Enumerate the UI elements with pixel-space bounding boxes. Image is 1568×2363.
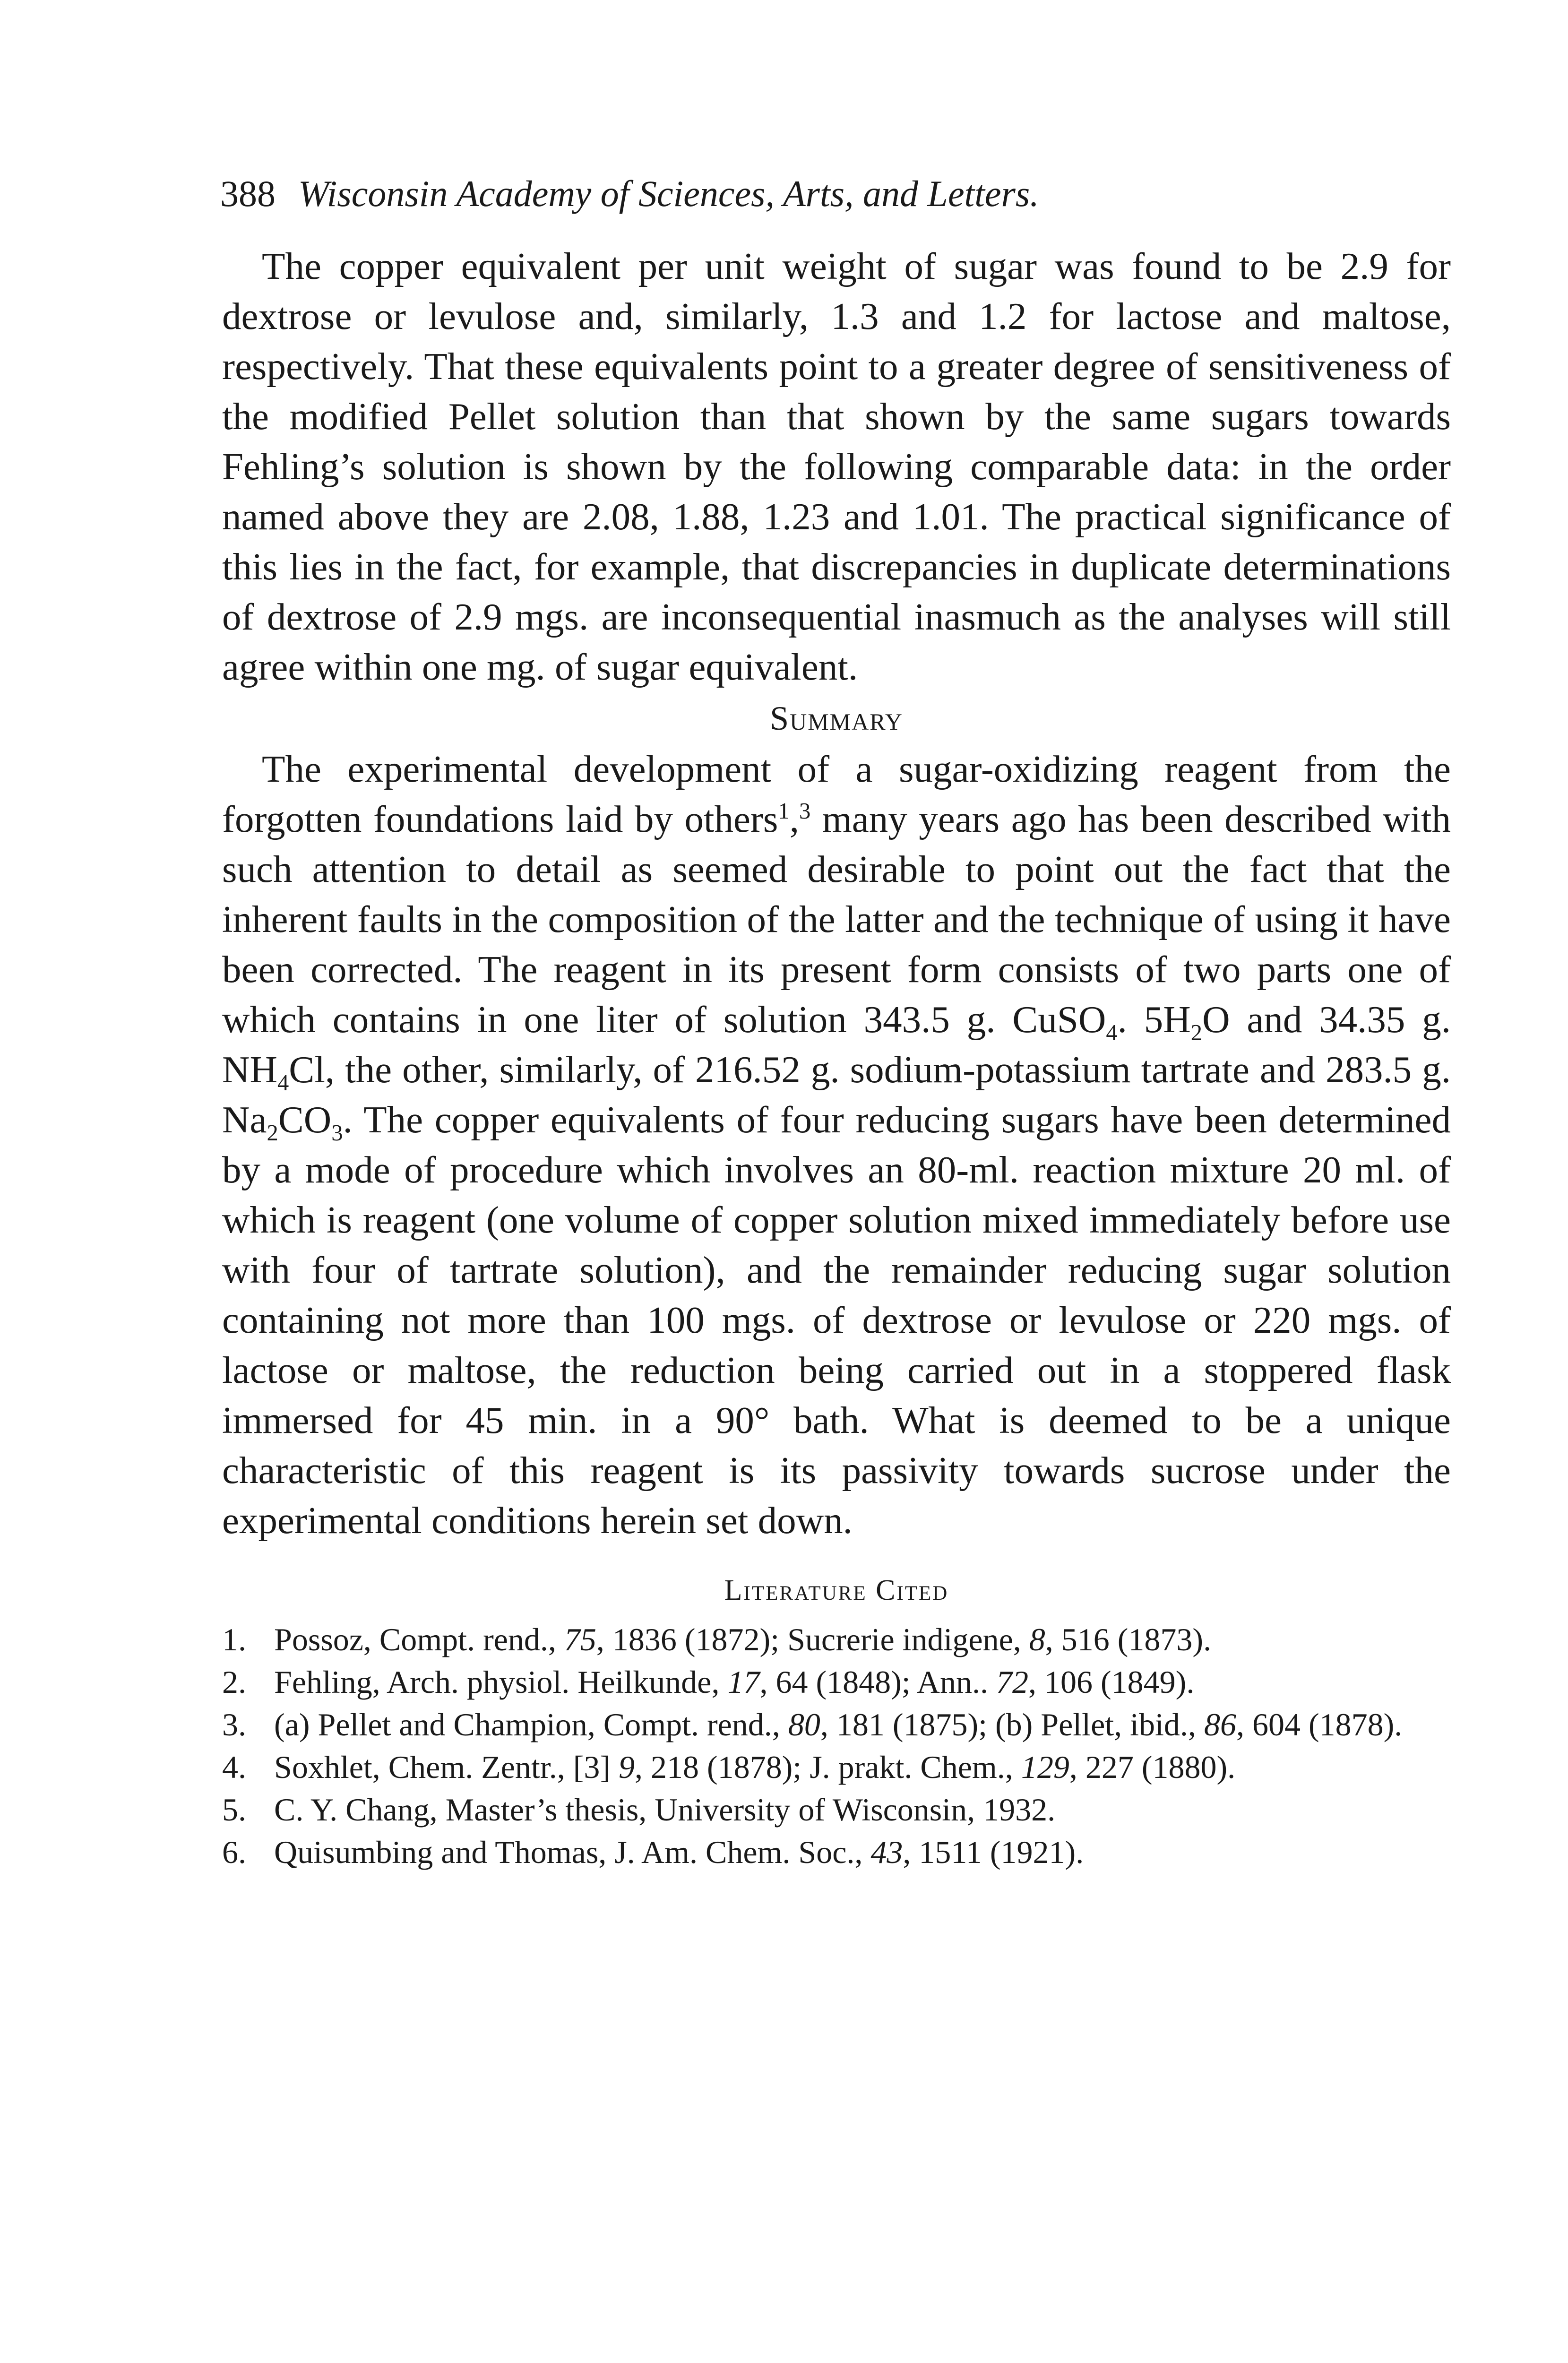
reference-text xyxy=(274,1831,1451,1873)
summary-text: Cl, the other, similarly, of 216.52 g. sodium-potassium tartrate and 283.5 g. Na xyxy=(222,1048,1451,1141)
reference-item xyxy=(222,1661,1451,1703)
reference-part: , 227 (1880). xyxy=(1069,1749,1236,1785)
reference-volume: 86 xyxy=(1204,1707,1236,1742)
reference-part: , 106 (1849). xyxy=(1028,1664,1195,1700)
reference-item xyxy=(222,1703,1451,1746)
reference-part: , 604 (1878). xyxy=(1236,1707,1403,1742)
reference-part: (a) Pellet and Champion, Compt. rend., xyxy=(274,1707,788,1742)
reference-part: Quisumbing and Thomas, J. Am. Chem. Soc., xyxy=(274,1834,871,1870)
reference-volume: 80 xyxy=(788,1707,820,1742)
reference-part: Fehling, Arch. physiol. Heilkunde, xyxy=(274,1664,728,1700)
reference-part: Soxhlet, Chem. Zentr., [3] xyxy=(274,1749,619,1785)
reference-item xyxy=(222,1746,1451,1788)
reference-volume: 72 xyxy=(996,1664,1029,1700)
formula-subscript: 4 xyxy=(1106,1020,1118,1046)
reference-part: Possoz, Compt. rend., xyxy=(274,1621,564,1657)
running-header xyxy=(220,170,1451,217)
reference-text xyxy=(274,1703,1451,1746)
reference-part: , 181 (1875); (b) Pellet, ibid., xyxy=(820,1707,1204,1742)
reference-number: 6. xyxy=(222,1834,246,1870)
reference-list xyxy=(222,1618,1451,1873)
summary-text: . The copper equivalents of four reducing sugars have been determined by a mode of procedure which involves an 80-ml. reaction mixture 20 ml. of which is reagent (one volume of copper solution mixed immediately before use with four of tartrate solution), and the remainder reducing sugar solution containing not more than 100 mgs. of dextrose or levulose or 220 mgs. of lactose or maltose, the reduction being carried out in a stoppered flask immersed for 45 min. in a 90° bath. What is deemed to be a unique characteristic of this reagent is its passivity towards sucrose under the experimental conditions herein set down. xyxy=(222,1098,1451,1542)
formula-subscript: 3 xyxy=(331,1120,343,1146)
formula-subscript: 2 xyxy=(267,1120,278,1146)
summary-text: O and 34.35 g. NH xyxy=(222,998,1451,1091)
reference-part: , 1836 (1872); Sucrerie indigene, xyxy=(596,1621,1029,1657)
summary-text: CO xyxy=(278,1098,332,1141)
summary-text: many years ago has been described with such attention to detail as seemed desirable to point out the fact that the inherent faults in the composition of the latter and the technique of using it have been corrected. The reagent in its present form consists of two parts one of which contains in one liter of solution 343.5 g. CuSO xyxy=(222,798,1451,1041)
reference-volume: 43 xyxy=(870,1834,903,1870)
reference-part: , 218 (1878); J. prakt. Chem., xyxy=(635,1749,1021,1785)
intro-paragraph: The copper equivalent per unit weight of sugar was found to be 2.9 for dextrose or levulose and, similarly, 1.3 and 1.2 for lactose and maltose, respectively. That these equivalents point to a greater degree of sensitiveness of the modified Pellet solution than that shown by the same sugars towards Fehling’s solution is shown by the following comparable data: in the order named above they are 2.08, 1.88, 1.23 and 1.01. The practical significance of this lies in the fact, for example, that discrepancies in duplicate determinations of dextrose of 2.9 mgs. are inconsequential inasmuch as the analyses will still agree within one mg. of sugar equivalent. xyxy=(222,245,1451,688)
reference-volume: 75 xyxy=(564,1621,596,1657)
formula-subscript: 4 xyxy=(277,1070,289,1096)
reference-volume: 9 xyxy=(619,1749,635,1785)
page xyxy=(222,170,1451,1873)
reference-volume: 17 xyxy=(727,1664,760,1700)
reference-number: 4. xyxy=(222,1749,246,1785)
reference-number: 3. xyxy=(222,1707,246,1742)
reference-volume: 129 xyxy=(1021,1749,1069,1785)
reference-item xyxy=(222,1618,1451,1661)
citation-superscript: 1 xyxy=(778,798,790,824)
reference-part: , 1511 (1921). xyxy=(903,1834,1084,1870)
reference-part: , 64 (1848); Ann.. xyxy=(759,1664,997,1700)
page-number: 388 xyxy=(220,173,276,214)
reference-text xyxy=(274,1746,1451,1788)
reference-part: C. Y. Chang, Master’s thesis, University of Wisconsin, 1932. xyxy=(274,1792,1056,1828)
reference-volume: 8 xyxy=(1029,1621,1045,1657)
reference-number: 5. xyxy=(222,1792,246,1828)
reference-item xyxy=(222,1831,1451,1873)
summary-paragraph xyxy=(222,744,1451,1545)
citation-separator: , xyxy=(789,798,799,840)
summary-text: . 5H xyxy=(1117,998,1191,1041)
journal-title: Wisconsin Academy of Sciences, Arts, and Letters. xyxy=(298,173,1039,214)
formula-subscript: 2 xyxy=(1190,1020,1203,1046)
reference-part: , 516 (1873). xyxy=(1045,1621,1212,1657)
reference-text xyxy=(274,1788,1451,1831)
reference-text xyxy=(274,1618,1451,1661)
citation-superscript: 3 xyxy=(799,798,811,824)
summary-heading: Summary xyxy=(770,699,903,737)
reference-number: 1. xyxy=(222,1621,246,1657)
summary-text: The experimental development of a sugar-oxidizing reagent from the forgotten foundations laid by others xyxy=(222,748,1451,840)
literature-heading: Literature Cited xyxy=(724,1574,949,1606)
reference-item xyxy=(222,1788,1451,1831)
reference-number: 2. xyxy=(222,1664,246,1700)
reference-text xyxy=(274,1661,1451,1703)
